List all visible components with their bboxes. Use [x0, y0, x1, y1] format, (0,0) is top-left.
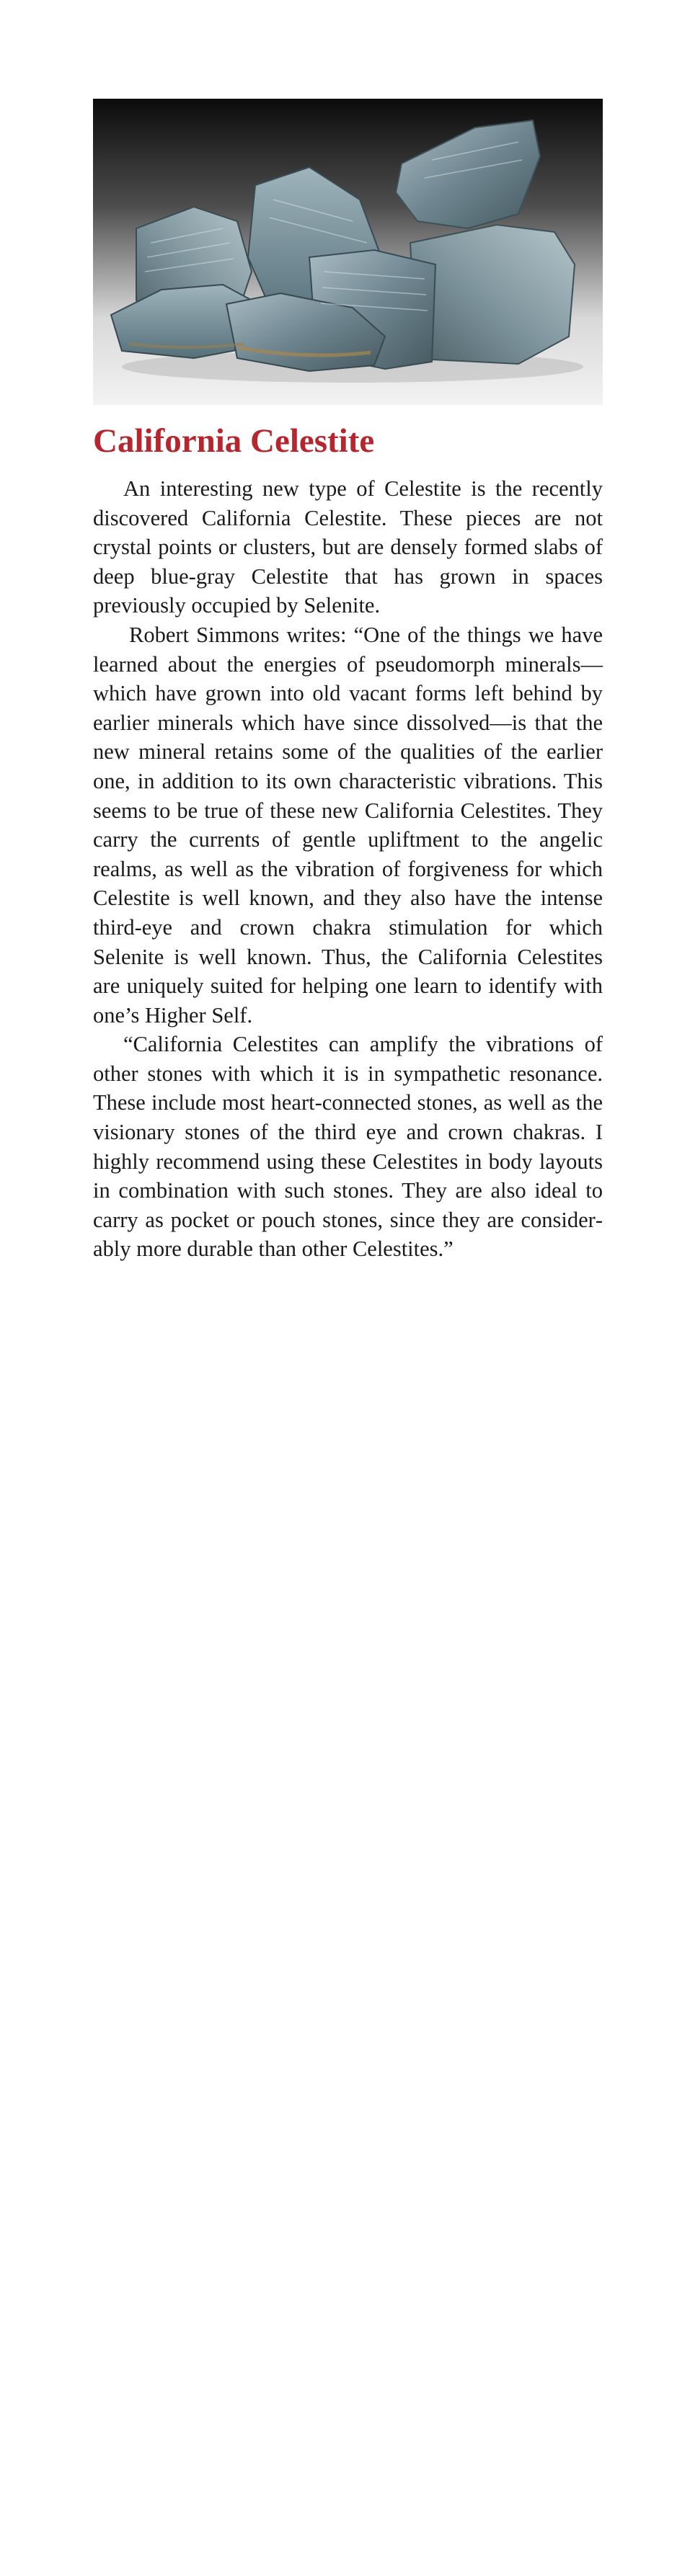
article-title: California Celestite — [93, 422, 375, 460]
article-paragraph: Robert Simmons writes: “One of the things we have learned about the energies of pseudomorph minerals—which have grown into old vacant forms left behind by earlier minerals which have since dissolved—is that the new mineral retains some of the qualities of the earlier one, in addition to its own characteristic vibrations. This seems to be true of these new California Celestites. They carry the currents of gentle upliftment to the angelic realms, as well as the vibration of forgiveness for which Celestite is well known, and they also have the intense third-eye and crown chakra stimulation for which Selenite is well known. Thus, the California Celestites are uniquely suited for helping one learn to identify with one’s Higher Self. — [93, 622, 603, 1028]
article-body — [93, 474, 603, 1264]
celestite-photo — [93, 99, 603, 405]
article-page — [93, 99, 603, 1264]
article-paragraph: “California Celestites can amplify the vibrations of other stones with which it is in sympathetic resonance. These include most heart-connected stones, as well as the visionary stones of the third eye and crown chakras. I highly recommend using these Celestites in body layouts in combination with such stones. They are also ideal to carry as pocket or pouch stones, since they are considerably more durable than other Celestites.” — [93, 1032, 603, 1262]
article-paragraph: An interesting new type of Celestite is the recently discovered California Celestite. These pieces are not crystal points or clusters, but are densely formed slabs of deep blue-gray Celestite that has grown in spaces previously occupied by Selenite. — [93, 476, 603, 618]
